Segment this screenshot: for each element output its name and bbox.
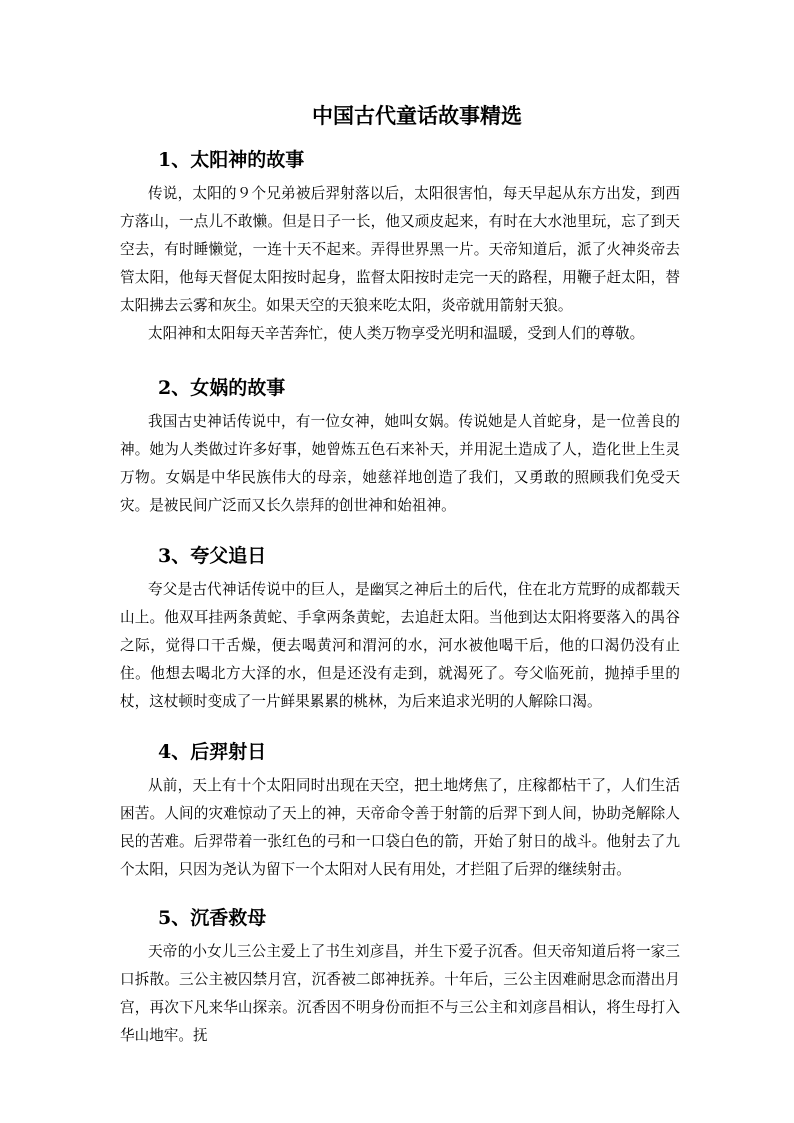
section-kuafu — [120, 540, 680, 716]
section-heading: 3、夸父追日 — [158, 545, 267, 567]
section-sun-god — [120, 144, 680, 348]
section-chenxiang — [120, 902, 680, 1050]
section-heading: 2、女娲的故事 — [158, 377, 286, 399]
paragraph: 我国古史神话传说中，有一位女神，她叫女娲。传说她是人首蛇身，是一位善良的神。她为人类做过许多好事，她曾炼五色石来补天，并用泥土造成了人，造化世上生灵万物。女娲是中华民族伟大的母亲，她慈祥地创造了我们，又勇敢的照顾我们免受天灾。是被民间广泛而又长久崇拜的创世神和始祖神。 — [120, 413, 680, 514]
section-houyi — [120, 736, 680, 884]
section-nuwa — [120, 372, 680, 520]
section-heading: 4、后羿射日 — [158, 741, 267, 763]
section-heading: 5、沉香救母 — [158, 907, 267, 929]
paragraph: 传说，太阳的９个兄弟被后羿射落以后，太阳很害怕，每天早起从东方出发，到西方落山，一点儿不敢懒。但是日子一长，他又顽皮起来，有时在大水池里玩，忘了到天空去，有时睡懒觉，一连十天不起来。弄得世界黑一片。天帝知道后，派了火神炎帝去管太阳，他每天督促太阳按时起身，监督太阳按时走完一天的路程，用鞭子赶太阳，替太阳拂去云雾和灰尘。如果天空的天狼来吃太阳，炎帝就用箭射天狼。 — [120, 185, 680, 314]
paragraph: 太阳神和太阳每天辛苦奔忙，使人类万物享受光明和温暖，受到人们的尊敬。 — [148, 325, 645, 342]
paragraph: 天帝的小女儿三公主爱上了书生刘彦昌，并生下爱子沉香。但天帝知道后将一家三口拆散。三公主被囚禁月宫，沉香被二郎神抚养。十年后，三公主因难耐思念而潜出月宫，再次下凡来华山探亲。沉香因不明身份而拒不与三公主和刘彦昌相认，将生母打入华山地牢。抚 — [120, 943, 680, 1044]
paragraph: 夸父是古代神话传说中的巨人，是幽冥之神后土的后代，住在北方荒野的成都载天山上。他双耳挂两条黄蛇、手拿两条黄蛇，去追赶太阳。当他到达太阳将要落入的禺谷之际，觉得口干舌燥，便去喝黄河和渭河的水，河水被他喝干后，他的口渴仍没有止住。他想去喝北方大泽的水，但是还没有走到，就渴死了。夸父临死前，抛掉手里的杖，这杖顿时变成了一片鲜果累累的桃林，为后来追求光明的人解除口渴。 — [120, 581, 680, 710]
paragraph: 从前，天上有十个太阳同时出现在天空，把土地烤焦了，庄稼都枯干了，人们生活困苦。人间的灾难惊动了天上的神，天帝命令善于射箭的后羿下到人间，协助尧解除人民的苦难。后羿带着一张红色的弓和一口袋白色的箭，开始了射日的战斗。他射去了九个太阳，只因为尧认为留下一个太阳对人民有用处，才拦阻了后羿的继续射击。 — [120, 777, 680, 878]
document-title: 中国古代童话故事精选 — [312, 103, 522, 128]
section-heading: 1、太阳神的故事 — [158, 149, 305, 171]
